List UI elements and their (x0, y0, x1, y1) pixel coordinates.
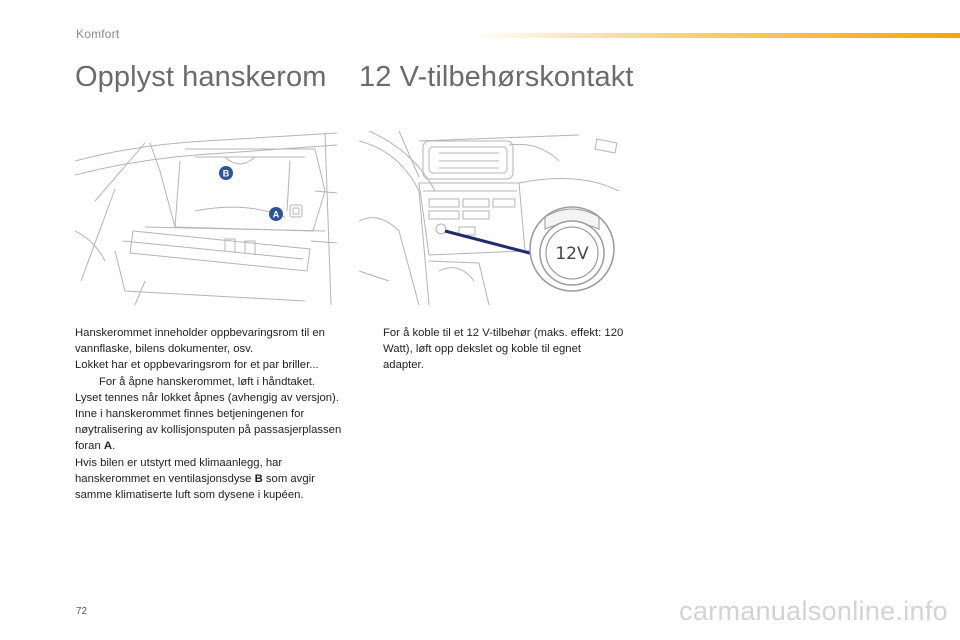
svg-text:A: A (272, 209, 280, 220)
page-number: 72 (76, 606, 88, 617)
glovebox-paragraph-1: Hanskerommet inneholder oppbevaringsrom til en vannflaske, bilens dokumenter, osv. (75, 327, 325, 356)
glovebox-paragraph-3: Lyset tennes når lokket åpnes (avhengig av versjon). (75, 391, 339, 404)
svg-text:B: B (222, 168, 230, 179)
glovebox-title: Opplyst hanskerom (75, 61, 327, 93)
glovebox-paragraph-2: Lokket har et oppbevaringsrom for et par briller... (75, 359, 319, 372)
glovebox-description (75, 325, 347, 503)
socket-bullet-text: For å koble til et 12 V-tilbehør (maks. effekt: 120 Watt), løft opp dekslet og koble til egnet adapter. (383, 327, 624, 372)
header-accent-bar (470, 33, 960, 38)
socket-description (362, 325, 624, 374)
watermark: carmanualsonline.info (679, 596, 948, 626)
socket-bullet-1 (362, 325, 624, 374)
socket-illustration (359, 131, 619, 305)
glovebox-paragraph-5: Hvis bilen er utstyrt med klimaanlegg, har hanskerommet en ventilasjonsdyse B som avgir samme klimatiserte luft som dysene i kupéen. (75, 456, 315, 502)
socket-12v-label: 12V (555, 244, 589, 264)
section-label: Komfort (76, 27, 120, 41)
glovebox-paragraph-4: Inne i hanskerommet finnes betjeningenen for nøytralisering av kollisjonsputen på passasjerplassen foran A. (75, 408, 342, 453)
callout-a-icon (269, 207, 283, 221)
glovebox-illustration (75, 131, 337, 305)
socket-title: 12 V-tilbehørskontakt (359, 61, 634, 93)
glovebox-bullet-1 (75, 374, 347, 390)
glovebox-bullet-text: For å åpne hanskerommet, løft i håndtaket. (99, 375, 316, 388)
callout-b-icon (219, 166, 233, 180)
